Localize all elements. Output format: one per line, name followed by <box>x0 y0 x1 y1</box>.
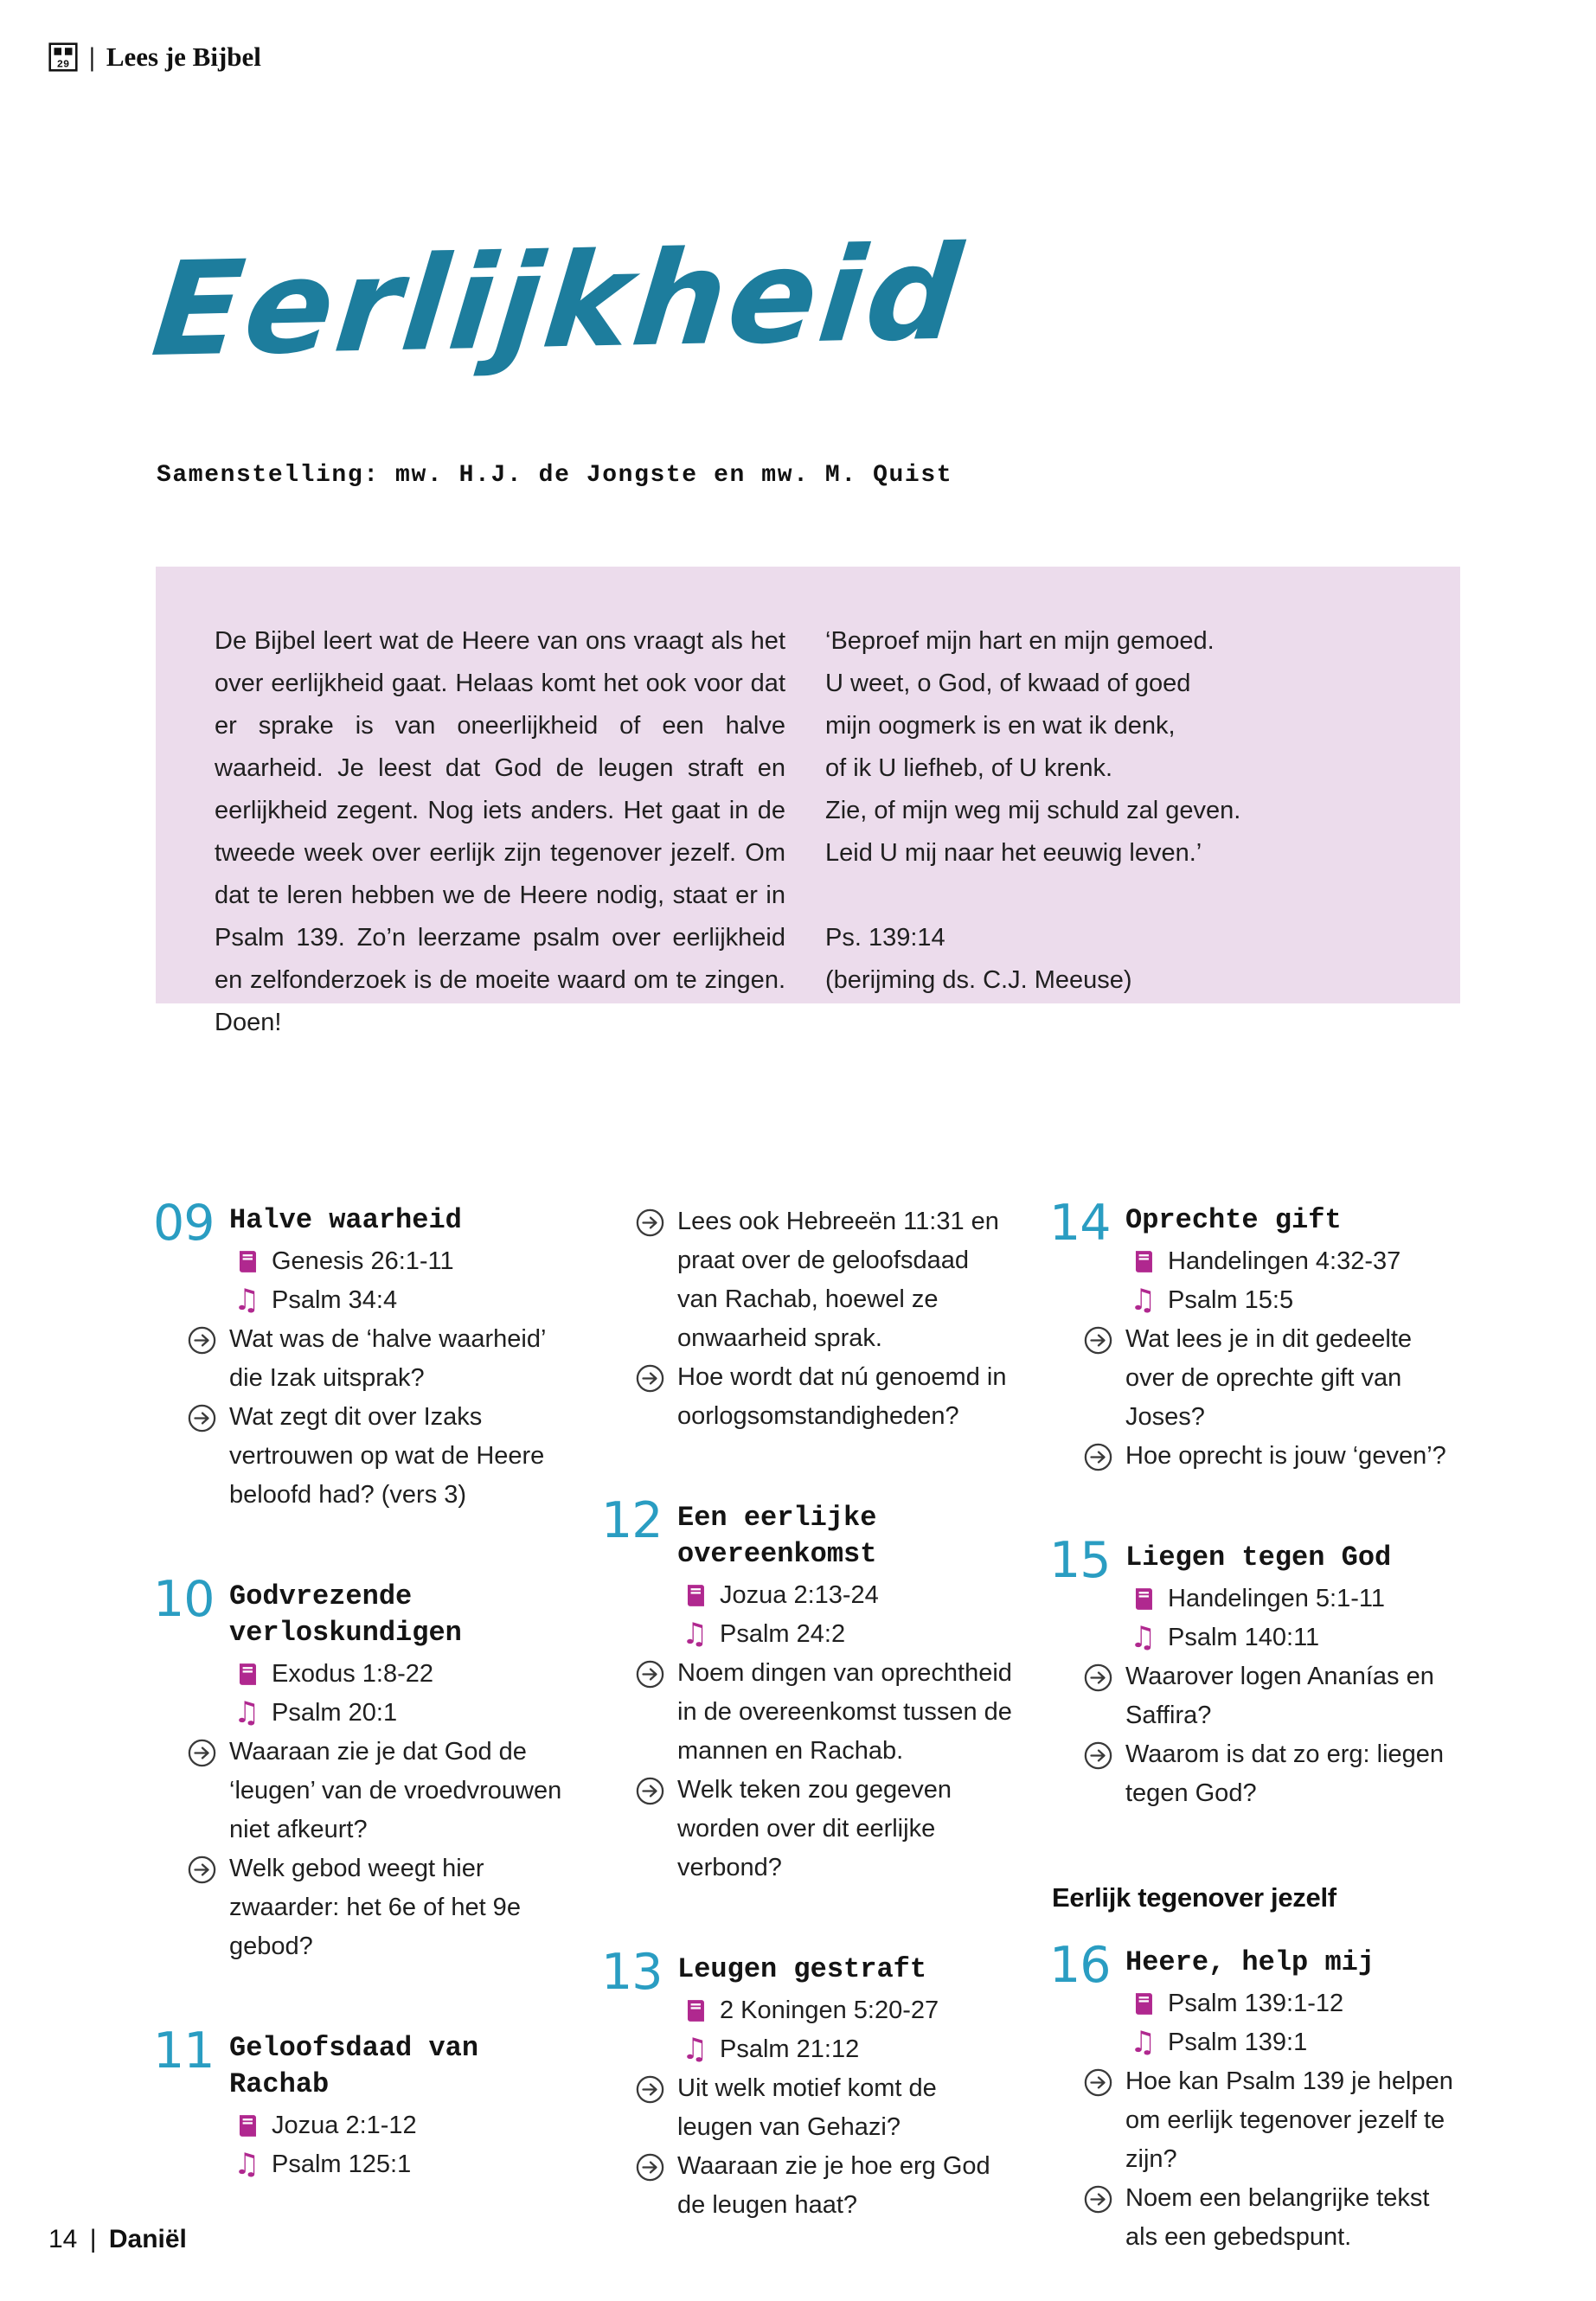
lesson-title: Liegen tegen God <box>1125 1541 1392 1574</box>
reading-item <box>1052 1580 1462 1618</box>
item-text: Psalm 15:5 <box>1168 1286 1294 1314</box>
magazine-header <box>48 42 261 73</box>
magazine-logo-icon <box>48 42 78 72</box>
lesson-number: 13 <box>601 1944 663 2001</box>
book-icon <box>234 1655 272 1688</box>
song-item <box>156 2145 566 2184</box>
poem-lines <box>825 620 1362 875</box>
item-text: Hoe kan Psalm 139 je helpen om eerlijk tegenover jezelf te zijn? <box>1125 2067 1453 2173</box>
item-text: Noem een belangrijke tekst als een gebedspunt. <box>1125 2184 1430 2251</box>
page-title: Eerlijkheid <box>146 218 971 387</box>
lesson-header <box>601 1944 1014 2001</box>
music-icon: ♫ <box>682 2032 708 2067</box>
question-item <box>1052 2179 1462 2257</box>
item-text: Waaraan zie je hoe erg God de leugen haat? <box>677 2152 990 2219</box>
book-icon <box>1130 1580 1168 1612</box>
header-divider: | <box>89 42 95 72</box>
poem-line: mijn oogmerk is en wat ik denk, <box>825 712 1176 740</box>
song-item <box>1052 1281 1462 1320</box>
arrow-icon <box>1084 2179 1125 2214</box>
item-text: Waarover logen Ananías en Saffira? <box>1125 1663 1434 1729</box>
song-item <box>1052 2023 1462 2062</box>
book-icon <box>682 1991 720 2024</box>
arrow-icon <box>1084 1437 1125 1471</box>
book-icon <box>682 1576 720 1609</box>
item-text: Handelingen 5:1-11 <box>1168 1585 1385 1612</box>
item-text: Welk teken zou gegeven worden over dit eerlijke verbond? <box>677 1776 952 1881</box>
reading-item <box>604 1576 1014 1615</box>
item-text: Psalm 140:11 <box>1168 1624 1320 1651</box>
reading-item <box>1052 1984 1462 2023</box>
lesson-number: 12 <box>601 1492 663 1549</box>
item-text: Psalm 139:1 <box>1168 2029 1308 2056</box>
song-item <box>604 1615 1014 1654</box>
reading-item <box>156 1242 566 1281</box>
question-item <box>604 1202 1014 1358</box>
lesson-title: Geloofsdaad van Rachab <box>229 2032 479 2100</box>
question-item <box>156 1398 566 1515</box>
book-icon <box>1130 1242 1168 1275</box>
lessons-grid <box>153 1195 1464 2257</box>
item-text: Psalm 21:12 <box>720 2035 860 2063</box>
music-icon: ♫ <box>234 1695 260 1730</box>
arrow-icon <box>188 1398 229 1433</box>
reading-item <box>1052 1242 1462 1281</box>
lesson-header <box>601 1492 1014 1573</box>
arrow-icon <box>1084 1735 1125 1770</box>
item-text: Jozua 2:1-12 <box>272 2112 417 2139</box>
lesson-title: Heere, help mij <box>1125 1946 1375 1978</box>
lesson-title: Oprechte gift <box>1125 1204 1342 1236</box>
poem-reference: Ps. 139:14 <box>825 924 945 952</box>
item-text: 2 Koningen 5:20-27 <box>720 1997 939 2024</box>
music-icon: ♫ <box>682 1617 708 1651</box>
lesson-number: 10 <box>153 1571 215 1628</box>
lesson-11 <box>153 2022 566 2184</box>
music-icon: ♫ <box>1130 1620 1157 1655</box>
lesson-continuation <box>604 1202 1014 1436</box>
lesson-number: 15 <box>1049 1532 1111 1589</box>
lesson-column-2 <box>601 1202 1014 2257</box>
reading-item <box>156 2106 566 2145</box>
lesson-13 <box>601 1944 1014 2225</box>
poem-line: ‘Beproef mijn hart en mijn gemoed. <box>825 627 1215 655</box>
lesson-16 <box>1049 1937 1462 2257</box>
item-text: Psalm 20:1 <box>272 1699 398 1727</box>
lesson-title: Leugen gestraft <box>677 1953 927 1985</box>
item-text: Noem dingen van oprechtheid in de overeenkomst tussen de mannen en Rachab. <box>677 1659 1012 1765</box>
arrow-icon <box>1084 1320 1125 1355</box>
intro-box <box>156 567 1460 1036</box>
arrow-icon <box>636 1771 677 1805</box>
question-item <box>1052 2062 1462 2179</box>
lesson-12 <box>601 1492 1014 1888</box>
lesson-header <box>153 1195 566 1252</box>
item-text: Psalm 139:1-12 <box>1168 1990 1344 2017</box>
question-item <box>1052 1437 1462 1476</box>
lesson-title: Een eerlijke overeenkomst <box>677 1502 877 1570</box>
question-item <box>156 1849 566 1966</box>
item-text: Wat was de ‘halve waarheid’ die Izak uitsprak? <box>229 1325 546 1392</box>
lesson-number: 16 <box>1049 1937 1111 1994</box>
question-item <box>604 2147 1014 2225</box>
lesson-number: 09 <box>153 1195 215 1252</box>
item-text: Wat lees je in dit gedeelte over de oprechte gift van Joses? <box>1125 1325 1413 1431</box>
footer-divider: | <box>89 2225 97 2253</box>
music-icon: ♫ <box>234 1283 260 1317</box>
song-item <box>156 1694 566 1733</box>
reading-item <box>156 1655 566 1694</box>
music-icon: ♫ <box>234 2147 260 2182</box>
arrow-icon <box>1084 2062 1125 2097</box>
lesson-header <box>1049 1195 1462 1252</box>
item-text: Exodus 1:8-22 <box>272 1660 434 1688</box>
byline: Samenstelling: mw. H.J. de Jongste en mw. M. Quist <box>157 462 953 489</box>
item-text: Wat zegt dit over Izaks vertrouwen op wat de Heere beloofd had? (vers 3) <box>229 1403 545 1509</box>
item-text: Welk gebod weegt hier zwaarder: het 6e of het 9e gebod? <box>229 1855 521 1960</box>
song-item <box>604 2030 1014 2069</box>
poem-line: U weet, o God, of kwaad of goed <box>825 670 1191 697</box>
question-item <box>604 2069 1014 2147</box>
item-text: Hoe oprecht is jouw ‘geven’? <box>1125 1442 1446 1470</box>
lesson-15 <box>1049 1532 1462 1813</box>
lesson-column-3 <box>1049 1195 1462 2257</box>
arrow-icon <box>636 1654 677 1689</box>
lesson-header <box>1049 1532 1462 1589</box>
lesson-number: 11 <box>153 2022 215 2080</box>
question-item <box>604 1654 1014 1771</box>
lesson-14 <box>1049 1195 1462 1476</box>
item-text: Lees ook Hebreeën 11:31 en praat over de geloofsdaad van Rachab, hoewel ze onwaarheid sprak. <box>677 1208 999 1352</box>
item-text: Psalm 125:1 <box>272 2150 412 2178</box>
footer-page-number: 14 <box>48 2225 78 2253</box>
item-text: Waarom is dat zo erg: liegen tegen God? <box>1125 1740 1445 1807</box>
lesson-header <box>1049 1937 1462 1994</box>
page-footer <box>48 2225 192 2254</box>
arrow-icon <box>636 2147 677 2182</box>
intro-paragraph: De Bijbel leert wat de Heere van ons vraagt als het over eerlijkheid gaat. Helaas komt het ook voor dat er sprake is van oneerlijkheid of een halve waarheid. Je leest dat God de leugen straft en eerlijkheid zegent. Nog iets anders. Het gaat in de tweede week over eerlijk zijn tegenover jezelf. Om dat te leren hebben we de Heere nodig, staat er in Psalm 139. Zo’n leerzame psalm over eerlijkheid en zelfonderzoek is de moeite waard om te zingen. Doen! <box>215 627 785 1036</box>
item-text: Psalm 24:2 <box>720 1620 846 1648</box>
arrow-icon <box>636 1358 677 1393</box>
song-item <box>156 1281 566 1320</box>
lesson-header <box>153 2022 566 2103</box>
item-text: Uit welk motief komt de leugen van Gehazi? <box>677 2074 937 2141</box>
question-item <box>1052 1657 1462 1735</box>
section-subheading: Eerlijk tegenover jezelf <box>1052 1882 1336 1913</box>
lesson-09 <box>153 1195 566 1515</box>
book-icon <box>1130 1984 1168 2017</box>
book-icon <box>234 1242 272 1275</box>
arrow-icon <box>636 1202 677 1237</box>
intro-poem <box>825 620 1362 1003</box>
poem-line: of ik U liefheb, of U krenk. <box>825 754 1113 782</box>
reading-item <box>604 1991 1014 2030</box>
item-text: Psalm 34:4 <box>272 1286 398 1314</box>
item-text: Hoe wordt dat nú genoemd in oorlogsomstandigheden? <box>677 1363 1007 1430</box>
poem-attribution: (berijming ds. C.J. Meeuse) <box>825 966 1132 994</box>
arrow-icon <box>188 1849 229 1884</box>
item-text: Jozua 2:13-24 <box>720 1581 879 1609</box>
poem-line: Zie, of mijn weg mij schuld zal geven. <box>825 797 1241 824</box>
magazine-name: Lees je Bijbel <box>106 42 261 72</box>
music-icon: ♫ <box>1130 2025 1157 2060</box>
question-item <box>156 1320 566 1398</box>
question-item <box>1052 1320 1462 1437</box>
music-icon: ♫ <box>1130 1283 1157 1317</box>
item-text: Waaraan zie je dat God de ‘leugen’ van de vroedvrouwen niet afkeurt? <box>229 1738 562 1843</box>
lesson-10 <box>153 1571 566 1966</box>
logo-number: 29 <box>56 58 70 71</box>
song-item <box>1052 1618 1462 1657</box>
arrow-icon <box>1084 1657 1125 1692</box>
lesson-header <box>153 1571 566 1651</box>
poem-line: Leid U mij naar het eeuwig leven.’ <box>825 839 1202 867</box>
lesson-column-1 <box>153 1195 566 2257</box>
question-item <box>604 1358 1014 1436</box>
lesson-title: Godvrezende verloskundigen <box>229 1580 462 1649</box>
lesson-title: Halve waarheid <box>229 1204 462 1236</box>
book-icon <box>234 2106 272 2139</box>
arrow-icon <box>188 1320 229 1355</box>
item-text: Genesis 26:1-11 <box>272 1247 454 1275</box>
lesson-number: 14 <box>1049 1195 1111 1252</box>
question-item <box>604 1771 1014 1888</box>
question-item <box>156 1733 566 1849</box>
arrow-icon <box>636 2069 677 2104</box>
footer-section: Daniël <box>108 2225 187 2253</box>
arrow-icon <box>188 1733 229 1767</box>
question-item <box>1052 1735 1462 1813</box>
item-text: Handelingen 4:32-37 <box>1168 1247 1401 1275</box>
